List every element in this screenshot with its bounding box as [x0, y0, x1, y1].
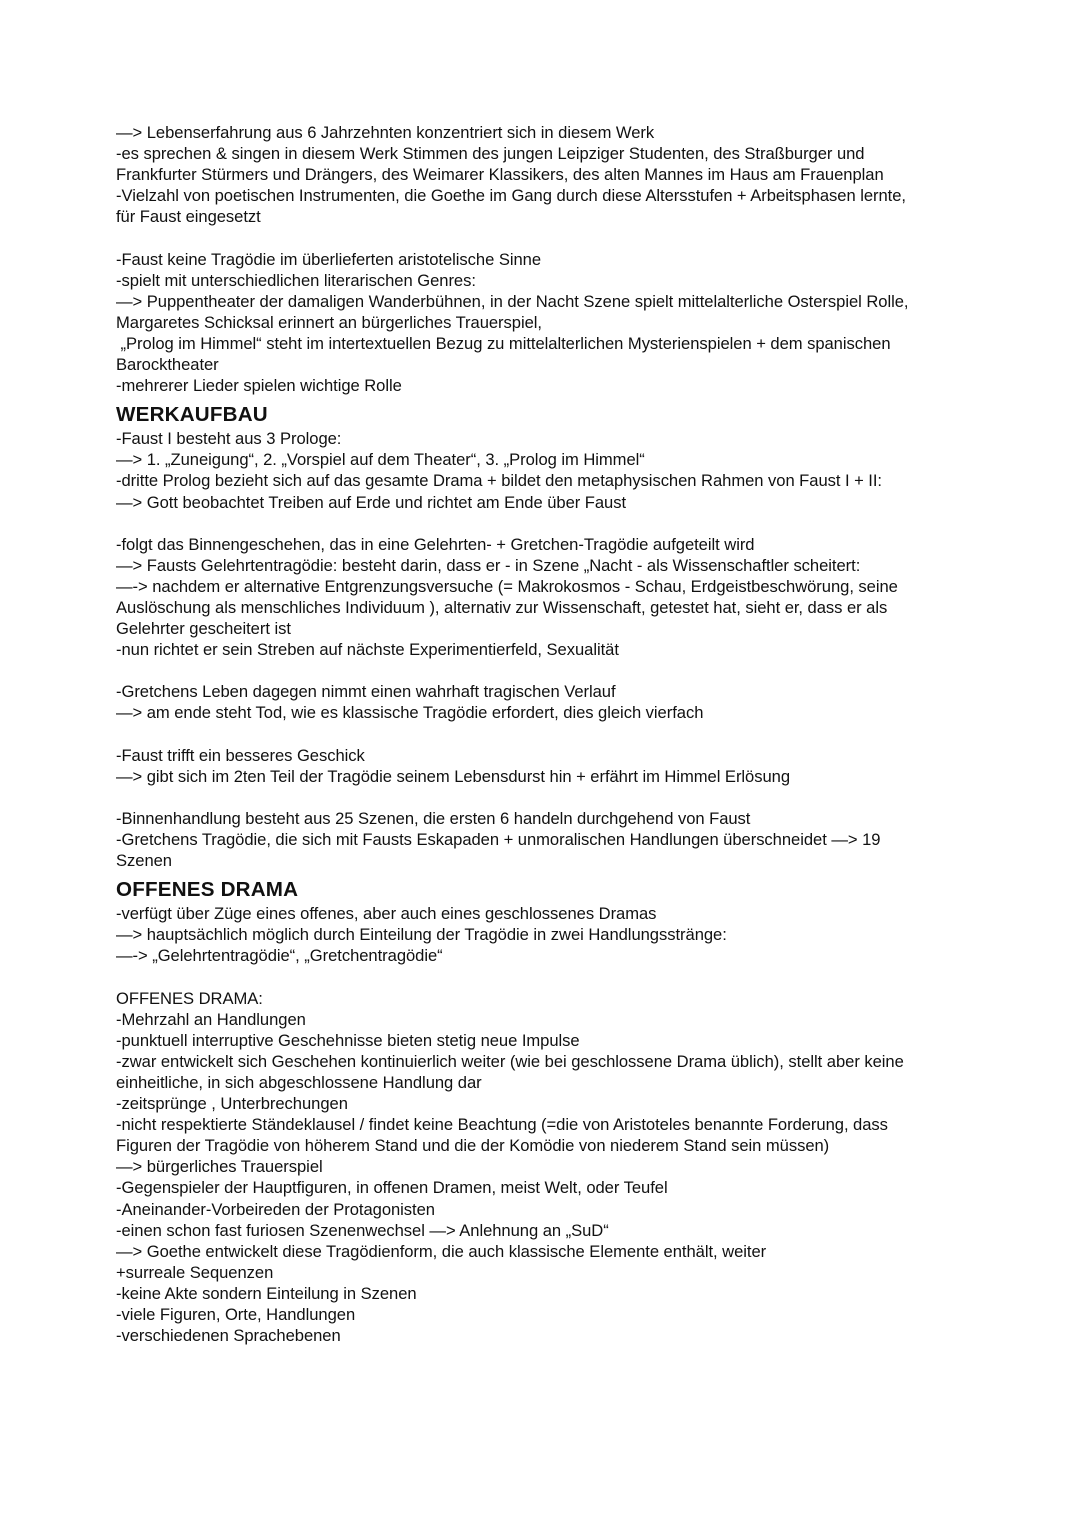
- text-line: -zeitsprünge , Unterbrechungen: [116, 1094, 348, 1114]
- document-page: [116, 122, 1016, 1346]
- text-line: -Aneinander-Vorbeireden der Protagonisten: [116, 1199, 435, 1219]
- text-line: -nun richtet er sein Streben auf nächste Experimentierfeld, Sexualität: [116, 640, 619, 660]
- text-line: -Faust keine Tragödie im überlieferten aristotelische Sinne: [116, 249, 542, 269]
- text-line: —> Fausts Gelehrtentragödie: besteht darin, dass er - in Szene „Nacht - als Wissenschaftler scheitert:: [116, 555, 861, 575]
- text-line: -folgt das Binnengeschehen, das in eine Gelehrten- + Gretchen-Tragödie aufgeteilt wird: [116, 534, 755, 554]
- text-line: —> hauptsächlich möglich durch Einteilung der Tragödie in zwei Handlungsstränge:: [116, 925, 727, 945]
- werkaufbau-paragraph-5: [116, 808, 1016, 871]
- text-line: -Faust I besteht aus 3 Prologe:: [116, 429, 342, 449]
- text-line: Gelehrter gescheitert ist: [116, 619, 291, 639]
- section-heading-offenes-drama: OFFENES DRAMA: [116, 878, 299, 902]
- text-line: -verfügt über Züge eines offenes, aber auch eines geschlossenes Dramas: [116, 904, 657, 924]
- text-line: -Gegenspieler der Hauptfiguren, in offenen Dramen, meist Welt, oder Teufel: [116, 1178, 668, 1198]
- text-line: -viele Figuren, Orte, Handlungen: [116, 1304, 356, 1324]
- text-line: Frankfurter Stürmers und Drängers, des Weimarer Klassikers, des alten Mannes im Haus am Frauenplan: [116, 165, 884, 185]
- werkaufbau-paragraph-3: [116, 681, 1016, 723]
- text-line: -verschiedenen Sprachebenen: [116, 1326, 341, 1346]
- text-line: —> am ende steht Tod, wie es klassische Tragödie erfordert, dies gleich vierfach: [116, 703, 704, 723]
- paragraph-gap: [116, 660, 1016, 681]
- section-heading-werkaufbau: WERKAUFBAU: [116, 403, 268, 427]
- text-line: für Faust eingesetzt: [116, 207, 261, 227]
- text-line: —> Puppentheater der damaligen Wanderbühnen, in der Nacht Szene spielt mittelalterliche Osterspiel Rolle,: [116, 291, 909, 311]
- text-line: -mehrerer Lieder spielen wichtige Rolle: [116, 376, 402, 396]
- text-line: -Vielzahl von poetischen Instrumenten, die Goethe im Gang durch diese Altersstufen + Arbeitsphasen lernte,: [116, 186, 906, 206]
- text-line: -spielt mit unterschiedlichen literarischen Genres:: [116, 270, 476, 290]
- paragraph-gap: [116, 227, 1016, 248]
- paragraph-gap: [116, 966, 1016, 987]
- text-line: —> Gott beobachtet Treiben auf Erde und richtet am Ende über Faust: [116, 492, 627, 512]
- paragraph-gap: [116, 787, 1016, 808]
- offenes-drama-paragraph-2: [116, 988, 1016, 1347]
- text-line: Szenen: [116, 851, 172, 871]
- text-line: -einen schon fast furiosen Szenenwechsel —> Anlehnung an „SuD“: [116, 1220, 609, 1240]
- text-line: -es sprechen & singen in diesem Werk Stimmen des jungen Leipziger Studenten, des Straßburger und: [116, 144, 865, 164]
- text-line: —-> „Gelehrtentragödie“, „Gretchentragödie“: [116, 946, 443, 966]
- text-line: —> Goethe entwickelt diese Tragödienform, die auch klassische Elemente enthält, weiter: [116, 1241, 767, 1261]
- text-line: Barocktheater: [116, 355, 219, 375]
- paragraph-gap: [116, 724, 1016, 745]
- text-line: -Gretchens Tragödie, die sich mit Fausts Eskapaden + unmoralischen Handlungen überschneidet —> 19: [116, 830, 881, 849]
- text-line: -Mehrzahl an Handlungen: [116, 1009, 306, 1029]
- text-line: Auslöschung als menschliches Individuum ), alternativ zur Wissenschaft, getestet hat, sieht er, dass er als: [116, 597, 888, 617]
- text-line: -punktuell interruptive Geschehnisse bieten stetig neue Impulse: [116, 1030, 580, 1050]
- text-line: einheitliche, in sich abgeschlossene Handlung dar: [116, 1072, 482, 1092]
- text-line: -zwar entwickelt sich Geschehen kontinuierlich weiter (wie bei geschlossene Drama üblich), stellt aber keine: [116, 1051, 904, 1071]
- werkaufbau-paragraph-4: [116, 745, 1016, 787]
- text-line: „Prolog im Himmel“ steht im intertextuellen Bezug zu mittelalterlichen Mysterienspielen + dem spanischen: [116, 333, 891, 353]
- text-line: Margaretes Schicksal erinnert an bürgerliches Trauerspiel,: [116, 312, 542, 332]
- text-line: +surreale Sequenzen: [116, 1262, 274, 1282]
- text-line: —> bürgerliches Trauerspiel: [116, 1157, 323, 1177]
- paragraph-gap: [116, 513, 1016, 534]
- text-line: -keine Akte sondern Einteilung in Szenen: [116, 1283, 417, 1303]
- genre-paragraph: [116, 249, 1016, 397]
- werkaufbau-paragraph-1: [116, 428, 1016, 512]
- text-line: OFFENES DRAMA:: [116, 988, 263, 1008]
- text-line: —> 1. „Zuneigung“, 2. „Vorspiel auf dem Theater“, 3. „Prolog im Himmel“: [116, 450, 645, 470]
- text-line: —-> nachdem er alternative Entgrenzungsversuche (= Makrokosmos - Schau, Erdgeistbeschwörung, seine: [116, 576, 898, 596]
- text-line: -nicht respektierte Ständeklausel / findet keine Beachtung (=die von Aristoteles benannte Forderung, dass: [116, 1115, 888, 1135]
- text-line: -dritte Prolog bezieht sich auf das gesamte Drama + bildet den metaphysischen Rahmen von Faust I + II:: [116, 471, 882, 491]
- intro-paragraph: [116, 122, 1016, 227]
- text-line: -Gretchens Leben dagegen nimmt einen wahrhaft tragischen Verlauf: [116, 682, 616, 702]
- werkaufbau-paragraph-2: [116, 534, 1016, 661]
- text-line: —> Lebenserfahrung aus 6 Jahrzehnten konzentriert sich in diesem Werk: [116, 123, 655, 142]
- offenes-drama-paragraph-1: [116, 903, 1016, 966]
- text-line: Figuren der Tragödie von höherem Stand und die der Komödie von niederem Stand sein müssen): [116, 1136, 830, 1156]
- text-line: -Faust trifft ein besseres Geschick: [116, 745, 365, 765]
- text-line: —> gibt sich im 2ten Teil der Tragödie seinem Lebensdurst hin + erfährt im Himmel Erlösung: [116, 766, 791, 786]
- text-line: -Binnenhandlung besteht aus 25 Szenen, die ersten 6 handeln durchgehend von Faust: [116, 808, 751, 828]
